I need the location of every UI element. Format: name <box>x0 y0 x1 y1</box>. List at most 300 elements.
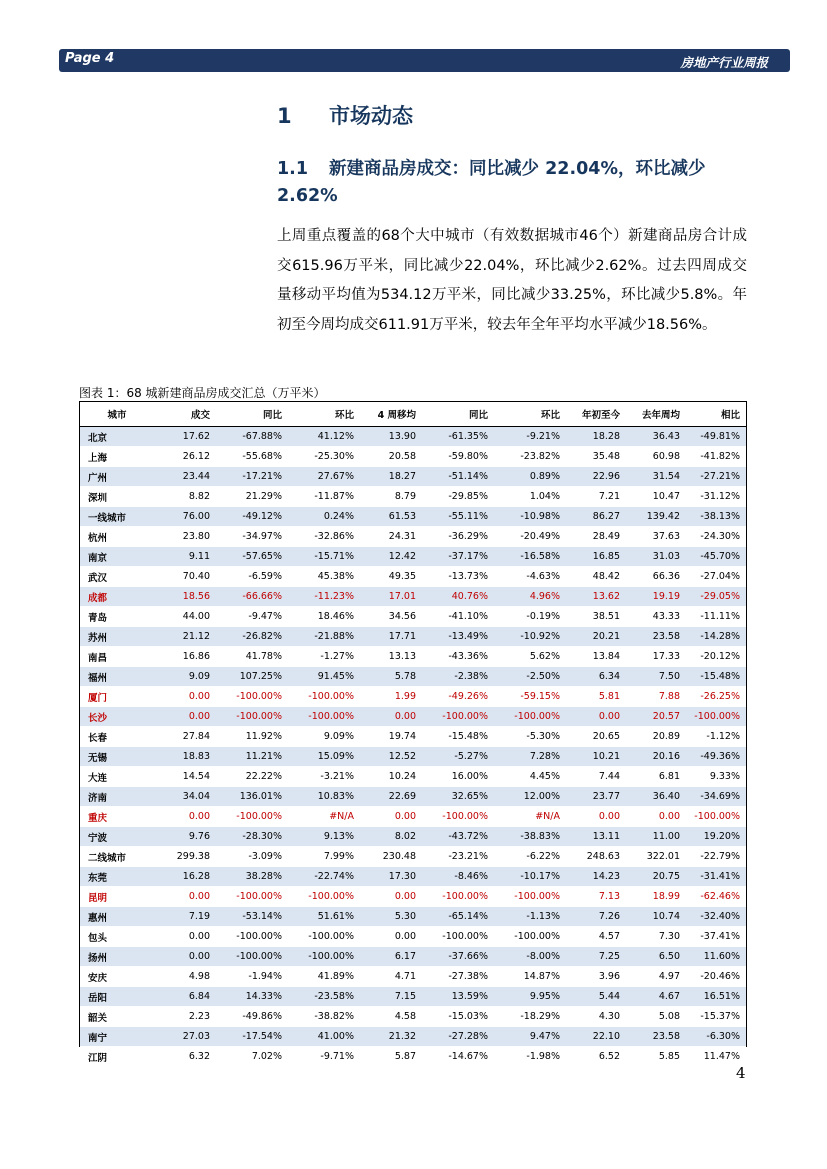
value-cell: 19.20% <box>686 827 746 847</box>
city-cell: 大连 <box>80 767 156 787</box>
column-header: 年初至今 <box>566 402 626 427</box>
value-cell: -11.87% <box>288 487 360 507</box>
value-cell: 7.13 <box>566 887 626 907</box>
value-cell: -45.70% <box>686 547 746 567</box>
value-cell: 2.23 <box>156 1007 216 1027</box>
value-cell: 0.00 <box>156 687 216 707</box>
city-cell: 二线城市 <box>80 847 156 867</box>
value-cell: 8.79 <box>360 487 422 507</box>
value-cell: 12.00% <box>494 787 566 807</box>
city-cell: 青岛 <box>80 607 156 627</box>
value-cell: -3.09% <box>216 847 288 867</box>
value-cell: 38.51 <box>566 607 626 627</box>
column-header: 环比 <box>288 402 360 427</box>
value-cell: 9.11 <box>156 547 216 567</box>
value-cell: 7.88 <box>626 687 686 707</box>
value-cell: 8.82 <box>156 487 216 507</box>
value-cell: -20.49% <box>494 527 566 547</box>
value-cell: -15.48% <box>686 667 746 687</box>
value-cell: 4.58 <box>360 1007 422 1027</box>
value-cell: 230.48 <box>360 847 422 867</box>
value-cell: 20.21 <box>566 627 626 647</box>
section-title: 市场动态 <box>329 104 413 128</box>
value-cell: -100.00% <box>422 707 494 727</box>
value-cell: -10.92% <box>494 627 566 647</box>
value-cell: -1.94% <box>216 967 288 987</box>
table-row <box>80 947 746 967</box>
value-cell: -100.00% <box>216 887 288 907</box>
value-cell: -8.46% <box>422 867 494 887</box>
value-cell: 9.47% <box>494 1027 566 1047</box>
value-cell: 6.32 <box>156 1047 216 1067</box>
value-cell: 20.58 <box>360 447 422 467</box>
value-cell: 11.60% <box>686 947 746 967</box>
value-cell: 299.38 <box>156 847 216 867</box>
value-cell: 5.85 <box>626 1047 686 1067</box>
value-cell: -43.72% <box>422 827 494 847</box>
city-cell: 广州 <box>80 467 156 487</box>
table-row <box>80 907 746 927</box>
value-cell: 0.00 <box>156 707 216 727</box>
column-header: 4 周移均 <box>360 402 422 427</box>
table-row <box>80 547 746 567</box>
value-cell: -41.82% <box>686 447 746 467</box>
value-cell: -17.54% <box>216 1027 288 1047</box>
value-cell: -13.73% <box>422 567 494 587</box>
value-cell: -100.00% <box>494 927 566 947</box>
value-cell: 13.84 <box>566 647 626 667</box>
value-cell: 7.44 <box>566 767 626 787</box>
value-cell: -100.00% <box>216 707 288 727</box>
value-cell: 1.04% <box>494 487 566 507</box>
value-cell: 7.99% <box>288 847 360 867</box>
value-cell: -100.00% <box>494 707 566 727</box>
value-cell: 11.21% <box>216 747 288 767</box>
value-cell: -10.17% <box>494 867 566 887</box>
value-cell: -29.85% <box>422 487 494 507</box>
value-cell: 13.59% <box>422 987 494 1007</box>
data-table <box>80 402 746 1067</box>
value-cell: 0.00 <box>156 947 216 967</box>
value-cell: -27.21% <box>686 467 746 487</box>
value-cell: -6.22% <box>494 847 566 867</box>
value-cell: 3.96 <box>566 967 626 987</box>
value-cell: 6.84 <box>156 987 216 1007</box>
city-cell: 福州 <box>80 667 156 687</box>
value-cell: -55.68% <box>216 447 288 467</box>
body-paragraph: 上周重点覆盖的68个大中城市（有效数据城市46个）新建商品房合计成交615.96万平米，同比减少22.04%，环比减少2.62%。过去四周成交量移动平均值为534.12万平米，同比减少33.25%，环比减少5.8%。年初至今周均成交611.91万平米，较去年全年平均水平减少18.56%。 <box>277 228 747 333</box>
value-cell: -15.71% <box>288 547 360 567</box>
value-cell: 107.25% <box>216 667 288 687</box>
value-cell: -15.03% <box>422 1007 494 1027</box>
value-cell: 13.11 <box>566 827 626 847</box>
city-cell: 厦门 <box>80 687 156 707</box>
value-cell: -38.13% <box>686 507 746 527</box>
value-cell: -49.26% <box>422 687 494 707</box>
table-row <box>80 807 746 827</box>
table-row <box>80 787 746 807</box>
value-cell: #N/A <box>288 807 360 827</box>
value-cell: 7.28% <box>494 747 566 767</box>
value-cell: 36.43 <box>626 427 686 447</box>
value-cell: 22.22% <box>216 767 288 787</box>
value-cell: -67.88% <box>216 427 288 447</box>
value-cell: 9.33% <box>686 767 746 787</box>
value-cell: -36.29% <box>422 527 494 547</box>
value-cell: 5.30 <box>360 907 422 927</box>
header-report-title: 房地产行业周报 <box>680 55 768 70</box>
value-cell: 136.01% <box>216 787 288 807</box>
table-row <box>80 767 746 787</box>
value-cell: 14.87% <box>494 967 566 987</box>
value-cell: -61.35% <box>422 427 494 447</box>
value-cell: -51.14% <box>422 467 494 487</box>
value-cell: -57.65% <box>216 547 288 567</box>
subsection-heading <box>277 156 747 210</box>
table-row <box>80 587 746 607</box>
value-cell: 36.40 <box>626 787 686 807</box>
value-cell: -27.38% <box>422 967 494 987</box>
value-cell: -13.49% <box>422 627 494 647</box>
city-cell: 南昌 <box>80 647 156 667</box>
value-cell: -1.12% <box>686 727 746 747</box>
value-cell: -38.82% <box>288 1007 360 1027</box>
city-cell: 一线城市 <box>80 507 156 527</box>
value-cell: -1.98% <box>494 1047 566 1067</box>
value-cell: 21.32 <box>360 1027 422 1047</box>
value-cell: 31.03 <box>626 547 686 567</box>
value-cell: 7.15 <box>360 987 422 1007</box>
value-cell: 22.96 <box>566 467 626 487</box>
value-cell: 12.42 <box>360 547 422 567</box>
value-cell: 19.74 <box>360 727 422 747</box>
value-cell: 27.84 <box>156 727 216 747</box>
table-row <box>80 647 746 667</box>
city-cell: 杭州 <box>80 527 156 547</box>
table-row <box>80 567 746 587</box>
header-page-label: Page 4 <box>65 51 115 66</box>
value-cell: 11.00 <box>626 827 686 847</box>
value-cell: 34.04 <box>156 787 216 807</box>
value-cell: -53.14% <box>216 907 288 927</box>
value-cell: 7.21 <box>566 487 626 507</box>
table-row <box>80 1047 746 1067</box>
city-cell: 长春 <box>80 727 156 747</box>
value-cell: 0.00 <box>156 927 216 947</box>
value-cell: 49.35 <box>360 567 422 587</box>
value-cell: 20.75 <box>626 867 686 887</box>
value-cell: -34.69% <box>686 787 746 807</box>
city-cell: 成都 <box>80 587 156 607</box>
value-cell: -49.12% <box>216 507 288 527</box>
table-row <box>80 867 746 887</box>
value-cell: 27.03 <box>156 1027 216 1047</box>
city-cell: 惠州 <box>80 907 156 927</box>
value-cell: 11.92% <box>216 727 288 747</box>
table-row <box>80 747 746 767</box>
value-cell: 34.56 <box>360 607 422 627</box>
value-cell: 20.16 <box>626 747 686 767</box>
column-header: 城市 <box>80 402 156 427</box>
value-cell: 0.00 <box>360 927 422 947</box>
value-cell: -100.00% <box>494 887 566 907</box>
table-header-row <box>80 402 746 427</box>
table-row <box>80 967 746 987</box>
value-cell: 7.25 <box>566 947 626 967</box>
city-cell: 南京 <box>80 547 156 567</box>
column-header: 同比 <box>422 402 494 427</box>
value-cell: 22.10 <box>566 1027 626 1047</box>
column-header: 环比 <box>494 402 566 427</box>
value-cell: 26.12 <box>156 447 216 467</box>
value-cell: 17.30 <box>360 867 422 887</box>
value-cell: -100.00% <box>288 707 360 727</box>
value-cell: -10.98% <box>494 507 566 527</box>
value-cell: -8.00% <box>494 947 566 967</box>
value-cell: 7.50 <box>626 667 686 687</box>
value-cell: -20.12% <box>686 647 746 667</box>
value-cell: 6.50 <box>626 947 686 967</box>
value-cell: -1.27% <box>288 647 360 667</box>
value-cell: 7.02% <box>216 1047 288 1067</box>
value-cell: 10.24 <box>360 767 422 787</box>
value-cell: 6.52 <box>566 1047 626 1067</box>
value-cell: 10.47 <box>626 487 686 507</box>
value-cell: -16.58% <box>494 547 566 567</box>
value-cell: -100.00% <box>422 927 494 947</box>
value-cell: -6.59% <box>216 567 288 587</box>
table-row <box>80 667 746 687</box>
city-cell: 武汉 <box>80 567 156 587</box>
table-row <box>80 987 746 1007</box>
value-cell: 21.12 <box>156 627 216 647</box>
city-cell: 重庆 <box>80 807 156 827</box>
value-cell: -49.36% <box>686 747 746 767</box>
value-cell: 7.30 <box>626 927 686 947</box>
section-number: 1 <box>277 104 292 128</box>
value-cell: -5.27% <box>422 747 494 767</box>
value-cell: 61.53 <box>360 507 422 527</box>
value-cell: 23.58 <box>626 1027 686 1047</box>
value-cell: -9.47% <box>216 607 288 627</box>
value-cell: -100.00% <box>288 927 360 947</box>
value-cell: 43.33 <box>626 607 686 627</box>
value-cell: -18.29% <box>494 1007 566 1027</box>
value-cell: 60.98 <box>626 447 686 467</box>
value-cell: 41.78% <box>216 647 288 667</box>
value-cell: -25.30% <box>288 447 360 467</box>
value-cell: 9.09% <box>288 727 360 747</box>
value-cell: 17.62 <box>156 427 216 447</box>
value-cell: -66.66% <box>216 587 288 607</box>
city-cell: 苏州 <box>80 627 156 647</box>
table-row <box>80 1027 746 1047</box>
value-cell: 32.65% <box>422 787 494 807</box>
value-cell: -24.30% <box>686 527 746 547</box>
value-cell: -100.00% <box>288 887 360 907</box>
value-cell: 4.30 <box>566 1007 626 1027</box>
value-cell: 1.99 <box>360 687 422 707</box>
city-cell: 昆明 <box>80 887 156 907</box>
value-cell: 16.28 <box>156 867 216 887</box>
city-cell: 深圳 <box>80 487 156 507</box>
value-cell: -2.38% <box>422 667 494 687</box>
city-cell: 北京 <box>80 427 156 447</box>
table-row <box>80 847 746 867</box>
value-cell: -23.21% <box>422 847 494 867</box>
value-cell: 10.21 <box>566 747 626 767</box>
value-cell: 91.45% <box>288 667 360 687</box>
value-cell: -5.30% <box>494 727 566 747</box>
value-cell: -59.15% <box>494 687 566 707</box>
value-cell: 12.52 <box>360 747 422 767</box>
column-header: 成交 <box>156 402 216 427</box>
value-cell: 19.19 <box>626 587 686 607</box>
city-cell: 济南 <box>80 787 156 807</box>
city-cell: 韶关 <box>80 1007 156 1027</box>
value-cell: 9.76 <box>156 827 216 847</box>
value-cell: 14.33% <box>216 987 288 1007</box>
value-cell: 11.47% <box>686 1047 746 1067</box>
value-cell: -9.21% <box>494 427 566 447</box>
city-cell: 岳阳 <box>80 987 156 1007</box>
value-cell: 18.27 <box>360 467 422 487</box>
value-cell: 322.01 <box>626 847 686 867</box>
value-cell: 4.67 <box>626 987 686 1007</box>
value-cell: 23.44 <box>156 467 216 487</box>
city-cell: 包头 <box>80 927 156 947</box>
value-cell: 4.57 <box>566 927 626 947</box>
value-cell: 23.80 <box>156 527 216 547</box>
value-cell: -100.00% <box>686 807 746 827</box>
value-cell: -11.11% <box>686 607 746 627</box>
value-cell: 17.33 <box>626 647 686 667</box>
value-cell: 41.89% <box>288 967 360 987</box>
table-row <box>80 687 746 707</box>
value-cell: 20.57 <box>626 707 686 727</box>
value-cell: #N/A <box>494 807 566 827</box>
page-number: 4 <box>736 1064 746 1082</box>
value-cell: 0.00 <box>360 807 422 827</box>
value-cell: -62.46% <box>686 887 746 907</box>
value-cell: -37.66% <box>422 947 494 967</box>
value-cell: 0.00 <box>360 707 422 727</box>
value-cell: 0.00 <box>566 707 626 727</box>
value-cell: -26.25% <box>686 687 746 707</box>
column-header: 相比 <box>686 402 746 427</box>
value-cell: -15.37% <box>686 1007 746 1027</box>
table-row <box>80 707 746 727</box>
table-row <box>80 527 746 547</box>
value-cell: 5.62% <box>494 647 566 667</box>
value-cell: -23.58% <box>288 987 360 1007</box>
value-cell: -100.00% <box>288 947 360 967</box>
value-cell: 7.26 <box>566 907 626 927</box>
value-cell: 0.00 <box>566 807 626 827</box>
value-cell: -0.19% <box>494 607 566 627</box>
value-cell: 0.89% <box>494 467 566 487</box>
value-cell: -100.00% <box>216 687 288 707</box>
data-table-container <box>79 401 747 1064</box>
value-cell: -11.23% <box>288 587 360 607</box>
subsection-number: 1.1 <box>277 159 309 179</box>
value-cell: 15.09% <box>288 747 360 767</box>
value-cell: 0.00 <box>360 887 422 907</box>
value-cell: -43.36% <box>422 647 494 667</box>
value-cell: 6.81 <box>626 767 686 787</box>
value-cell: -100.00% <box>216 927 288 947</box>
value-cell: 8.02 <box>360 827 422 847</box>
value-cell: 41.00% <box>288 1027 360 1047</box>
value-cell: 10.83% <box>288 787 360 807</box>
table-row <box>80 927 746 947</box>
value-cell: -9.71% <box>288 1047 360 1067</box>
value-cell: 9.95% <box>494 987 566 1007</box>
value-cell: 14.54 <box>156 767 216 787</box>
table-row <box>80 1007 746 1027</box>
value-cell: 7.19 <box>156 907 216 927</box>
value-cell: -27.28% <box>422 1027 494 1047</box>
value-cell: 9.13% <box>288 827 360 847</box>
column-header: 同比 <box>216 402 288 427</box>
value-cell: -31.12% <box>686 487 746 507</box>
value-cell: 16.86 <box>156 647 216 667</box>
value-cell: 16.85 <box>566 547 626 567</box>
value-cell: -32.86% <box>288 527 360 547</box>
value-cell: 13.90 <box>360 427 422 447</box>
table-row <box>80 467 746 487</box>
value-cell: -32.40% <box>686 907 746 927</box>
table-row <box>80 727 746 747</box>
value-cell: -100.00% <box>216 947 288 967</box>
value-cell: 4.71 <box>360 967 422 987</box>
value-cell: 31.54 <box>626 467 686 487</box>
city-cell: 扬州 <box>80 947 156 967</box>
value-cell: 37.63 <box>626 527 686 547</box>
value-cell: 5.87 <box>360 1047 422 1067</box>
value-cell: 23.77 <box>566 787 626 807</box>
table-caption: 图表 1：68 城新建商品房成交汇总（万平米） <box>79 386 326 400</box>
value-cell: 76.00 <box>156 507 216 527</box>
value-cell: 22.69 <box>360 787 422 807</box>
value-cell: 20.89 <box>626 727 686 747</box>
city-cell: 无锡 <box>80 747 156 767</box>
value-cell: 6.17 <box>360 947 422 967</box>
value-cell: -22.74% <box>288 867 360 887</box>
table-row <box>80 507 746 527</box>
value-cell: -37.17% <box>422 547 494 567</box>
value-cell: 66.36 <box>626 567 686 587</box>
value-cell: 4.96% <box>494 587 566 607</box>
city-cell: 宁波 <box>80 827 156 847</box>
value-cell: -20.46% <box>686 967 746 987</box>
table-row <box>80 447 746 467</box>
value-cell: 18.28 <box>566 427 626 447</box>
value-cell: -100.00% <box>686 707 746 727</box>
value-cell: -14.28% <box>686 627 746 647</box>
value-cell: -100.00% <box>422 807 494 827</box>
value-cell: 35.48 <box>566 447 626 467</box>
table-row <box>80 427 746 447</box>
value-cell: 5.08 <box>626 1007 686 1027</box>
value-cell: 139.42 <box>626 507 686 527</box>
value-cell: 4.45% <box>494 767 566 787</box>
value-cell: -15.48% <box>422 727 494 747</box>
value-cell: 38.28% <box>216 867 288 887</box>
value-cell: -38.83% <box>494 827 566 847</box>
value-cell: -22.79% <box>686 847 746 867</box>
value-cell: 51.61% <box>288 907 360 927</box>
